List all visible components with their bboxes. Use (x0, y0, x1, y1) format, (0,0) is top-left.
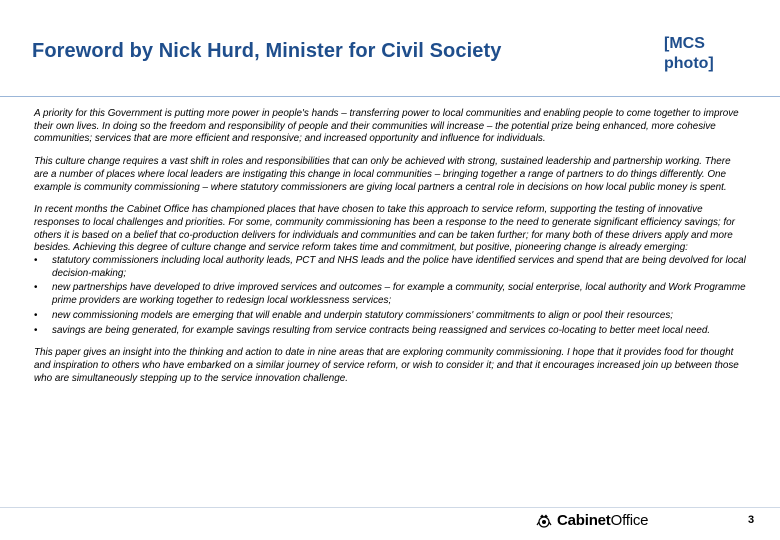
cabinet-office-logo (536, 512, 648, 529)
paragraph-1: A priority for this Government is putting more power in people's hands – transferring power to local communities and enabling people to come together to improve their own lives. In doing so the freedom and responsibility of people and their communities will increase – the potential prize being enhanced, more cohesive communities; services that are more efficient and responsive; and increased opportunity and influence for individuals. (34, 108, 739, 145)
list-item: • statutory commissioners including local authority leads, PCT and NHS leads and the police have identified services and spend that are being devolved for local decision-making; (34, 255, 746, 279)
photo-placeholder-line2: photo] (664, 55, 714, 72)
paragraph-3: In recent months the Cabinet Office has championed places that have chosen to take this approach to service reform, supporting the testing of innovative responses to local challenges and priorities. For some, community commissioning has been a response to the need to generate significant efficiency savings; for others it is based on a belief that co-production delivers for individuals and communities and can be taken further; for many both of these drivers apply and more besides. Achieving this degree of culture change and service reform takes time and commitment, but positive, pioneering change is already emerging: (34, 204, 735, 254)
bullet-icon: • (34, 255, 38, 267)
list-item: • new commissioning models are emerging that will enable and underpin statutory commissioners' commitments to align or pool their resources; (34, 309, 674, 321)
page-title: Foreword by Nick Hurd, Minister for Civil Society (32, 40, 502, 62)
bullet-icon: • (34, 324, 38, 336)
photo-placeholder-line1: [MCS (664, 35, 705, 52)
paragraph-4: This paper gives an insight into the thinking and action to date in nine areas that are exploring community commissioning. I hope that it provides food for thought and inspiration to others who have embarked on a similar journey of service reform, or wish to consider it; and that it encourages increased join up between those who are simultaneously stepping up to the service innovation challenge. (34, 347, 739, 384)
header-divider (0, 96, 780, 97)
list-item: • savings are being generated, for example savings resulting from service contracts being reassigned and services co-locating to better meet local need. (34, 324, 711, 336)
footer-divider (0, 507, 780, 508)
photo-placeholder (664, 34, 714, 74)
bullet-icon: • (34, 309, 38, 321)
foreword-body (34, 108, 746, 395)
royal-crest-icon (536, 513, 552, 529)
bullet-icon: • (34, 282, 38, 294)
logo-wordmark: CabinetOffice (557, 512, 649, 529)
list-item: • new partnerships have developed to drive improved services and outcomes – for example a community, social enterprise, local authority and Work Programme prime providers are working together to redesign local worklessness services; (34, 282, 746, 307)
page-number: 3 (748, 514, 755, 526)
paragraph-2: This culture change requires a vast shift in roles and responsibilities that can only be achieved with strong, sustained leadership and partnership working. There are a number of places where local leaders are instigating this change in local communities – bringing together a range of partners to do things differently. One example is community commissioning – where statutory commissioners are giving local partners a central role in decisions on how local public money is spent. (34, 156, 731, 193)
bullet-list (34, 255, 746, 337)
